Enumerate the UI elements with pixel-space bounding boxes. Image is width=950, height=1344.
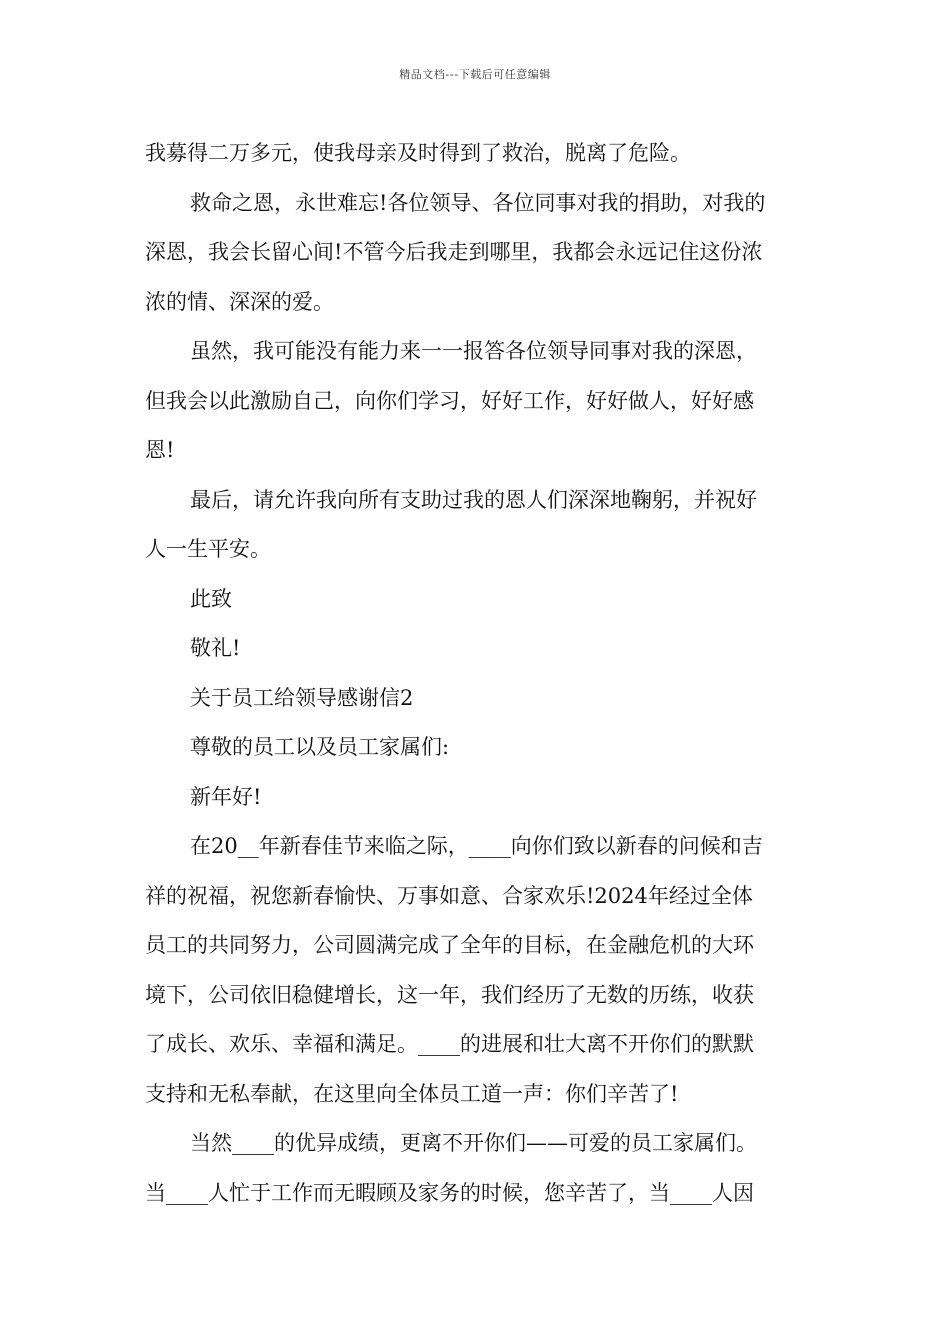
text-line: 关于员工给领导感谢信2	[190, 685, 414, 710]
text-line: 在20__年新春佳节来临之际，____向你们致以新春的问候和吉	[190, 834, 763, 858]
text-line: 境下，公司依旧稳健增长，这一年，我们经历了无数的历练，收获	[145, 982, 754, 1007]
text-line: 新年好!	[190, 784, 262, 809]
text-line: 我募得二万多元，使我母亲及时得到了救治，脱离了危险。	[145, 141, 691, 165]
text-line: 深恩，我会长留心间!不管今后我走到哪里，我都会永远记住这份浓	[145, 240, 763, 264]
text-line: 浓的情、深深的爱。	[145, 289, 334, 314]
text-line: 虽然，我可能没有能力来一一报答各位领导同事对我的深恩，	[190, 339, 757, 363]
text-line: 祥的祝福，祝您新春愉快、万事如意、合家欢乐!2024年经过全体	[145, 883, 753, 908]
text-line: 员工的共同努力，公司圆满完成了全年的目标，在金融危机的大环	[145, 933, 754, 957]
text-line: 当____人忙于工作而无暇顾及家务的时候，您辛苦了，当____人因	[145, 1180, 754, 1205]
page-header: 精品文档---下载后可任意编辑	[399, 68, 551, 81]
text-line: 敬礼!	[190, 636, 241, 660]
text-line: 了成长、欢乐、幸福和满足。____的进展和壮大离不开你们的默默	[145, 1032, 754, 1056]
text-line: 恩!	[145, 438, 175, 462]
text-line: 尊敬的员工以及员工家属们:	[190, 735, 450, 759]
text-line: 当然____的优异成绩，更离不开你们——可爱的员工家属们。	[190, 1131, 757, 1155]
document-body	[145, 129, 807, 1218]
text-line: 救命之恩，永世难忘!各位领导、各位同事对我的捐助，对我的	[190, 190, 766, 215]
text-line: 此致	[190, 586, 232, 611]
text-line: 人一生平安。	[145, 537, 271, 561]
text-line: 但我会以此激励自己，向你们学习，好好工作，好好做人，好好感	[145, 388, 754, 413]
text-line: 最后，请允许我向所有支助过我的恩人们深深地鞠躬，并祝好	[190, 487, 757, 512]
text-line: 支持和无私奉献，在这里向全体员工道一声：你们辛苦了!	[145, 1081, 679, 1106]
